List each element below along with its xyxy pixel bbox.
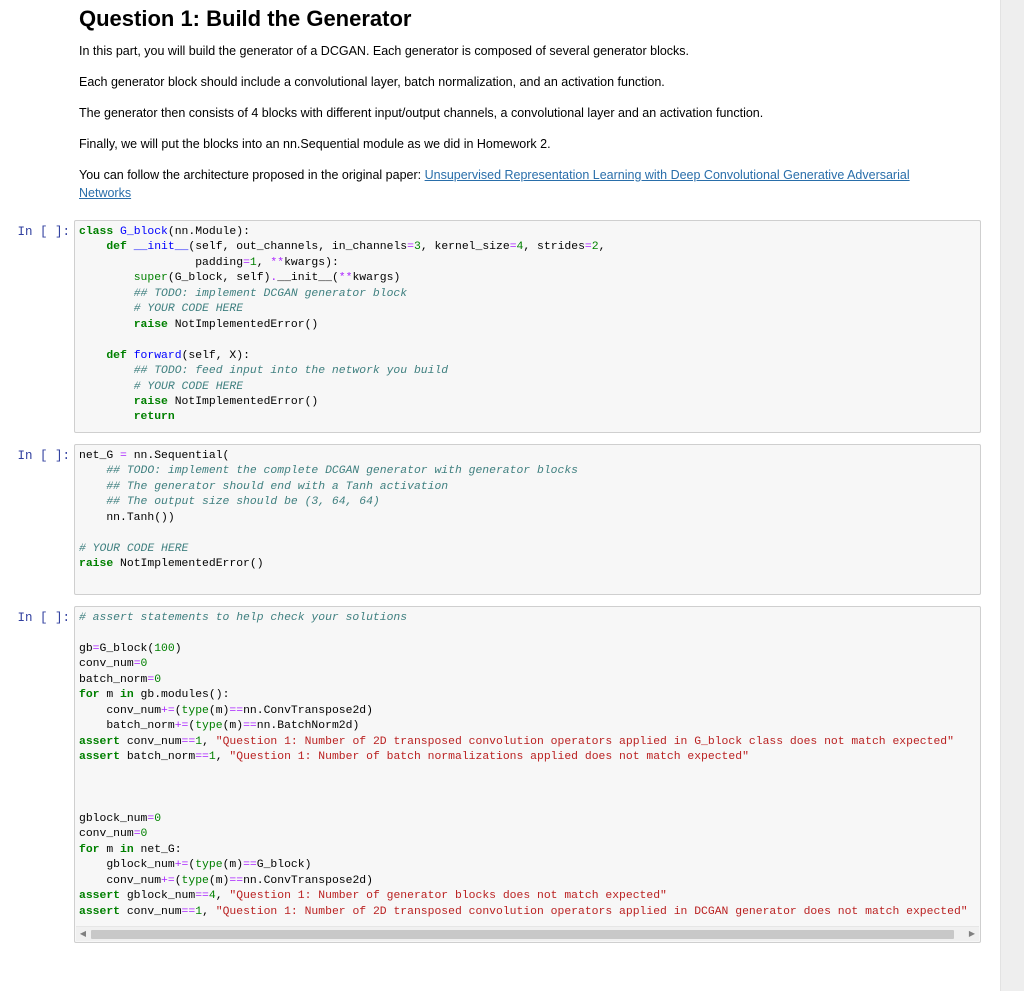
code-g-block[interactable]: class G_block(nn.Module): def __init__(self, out_channels, in_channels=3, kernel_size=4, strides=2, padding=1, **kwargs): super(G_block, self).__init__(**kwargs) ## TODO: implement DCGAN generator block # YOUR CODE HERE raise NotImplementedError() def forward(self, X): ## TODO: feed input into the network you build # YOUR CODE HERE raise NotImplementedError() return (79, 226, 606, 424)
horizontal-scrollbar[interactable] (76, 926, 979, 941)
code-cell-net-g[interactable] (74, 444, 981, 595)
cell-2-prompt: In [ ]: (17, 449, 70, 463)
code-cell-asserts[interactable] (74, 606, 981, 943)
paragraph-dcgan-intro: In this part, you will build the generator of a DCGAN. Each generator is composed of several generator blocks. (79, 44, 690, 58)
paragraph-follow-paper (79, 166, 959, 202)
cell-3-prompt: In [ ]: (17, 611, 70, 625)
scroll-right-icon[interactable]: ▶ (968, 929, 976, 938)
code-net-g[interactable]: net_G = nn.Sequential( ## TODO: implement the complete DCGAN generator with generator blocks ## The generator should end with a Tanh activation ## The output size should be (3, 64, 64) nn.Tanh()) # YOUR CODE HERE raise NotImplementedError() (79, 450, 578, 571)
cell-1-prompt: In [ ]: (17, 225, 70, 239)
paper-link[interactable]: Unsupervised Representation Learning with Deep Convolutional Generative Adversarial Networks (79, 168, 910, 200)
paragraph-sequential: Finally, we will put the blocks into an nn.Sequential module as we did in Homework 2. (79, 137, 551, 151)
paragraph-generator-structure: The generator then consists of 4 blocks with different input/output channels, a convolutional layer and an activation function. (79, 106, 764, 120)
vertical-scrollbar[interactable] (1000, 0, 1024, 991)
code-asserts[interactable]: # assert statements to help check your solutions gb=G_block(100) conv_num=0 batch_norm=0 for m in gb.modules(): conv_num+=(type(m)==nn.ConvTranspose2d) batch_norm+=(type(m)==nn.BatchNorm2d) assert conv_num==1, "Question 1: Number of 2D transposed convolution operators applied in G_block class does not match expected" assert batch_norm==1, "Question 1: Number of batch normalizations applied does not match expected" gblock_num=0 conv_num=0 for m in net_G: gblock_num+=(type(m)==G_block) conv_num+=(type(m)==nn.ConvTranspose2d) assert gblock_num==4, "Question 1: Number of generator blocks does not match expected" assert conv_num==1, "Question 1: Number of 2D transposed convolution operators applied in DCGAN generator does not match expected" (79, 612, 968, 918)
paragraph-generator-block: Each generator block should include a convolutional layer, batch normalization, and an activation function. (79, 75, 665, 89)
follow-text: You can follow the architecture proposed in the original paper: (79, 168, 425, 182)
question-title: Question 1: Build the Generator (79, 6, 412, 31)
scroll-left-icon[interactable]: ◀ (79, 929, 87, 938)
code-cell-g-block[interactable] (74, 220, 981, 433)
horizontal-scrollbar-thumb[interactable] (91, 930, 954, 939)
